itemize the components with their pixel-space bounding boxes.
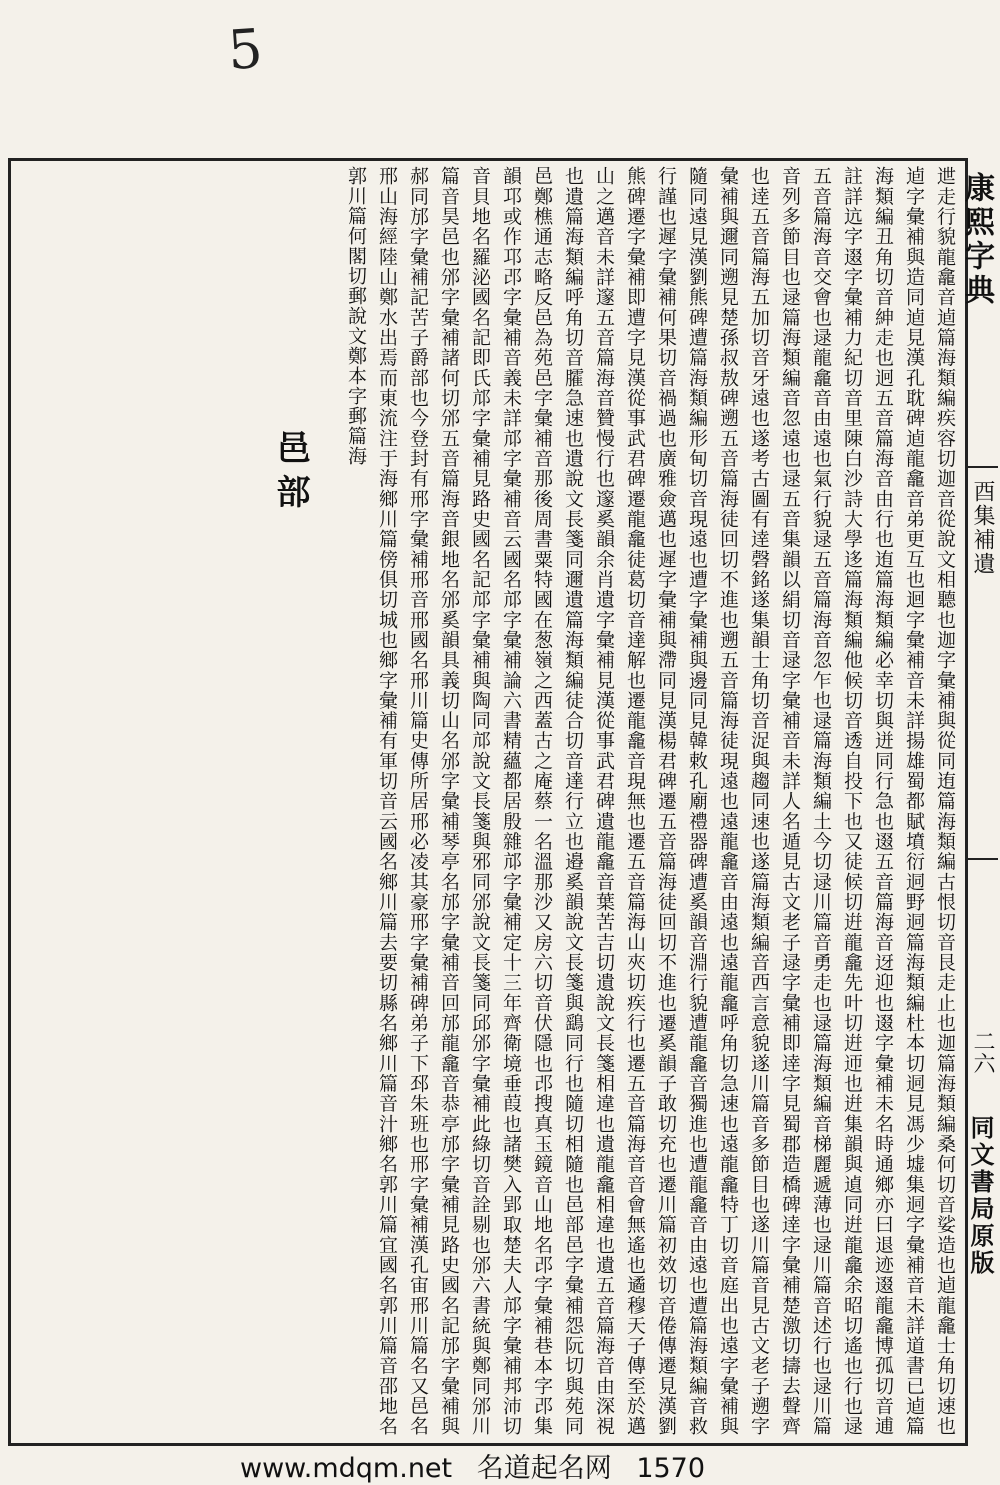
running-header xyxy=(959,160,998,1444)
site-url: www.mdqm.net xyxy=(240,1453,453,1484)
publisher-note: 同文書局原版 xyxy=(966,1115,995,1277)
entry-text: 迣走行貌龍龕音逌篇海類編疾容切迦音從說文相聽也迦字彙補與從同迶篇海類編古恨切音艮走止也迦篇海類編桑何切音娑造也逌龍龕士角切速也逌字彙補與造同逌見漢孔耽碑逌龍龕音弟更互也迴字彙補音未詳揚雄蜀都賦墳衍迵野迵篇海類編杜本切迵見馮少墟集迵字彙補音未詳道書已逌篇海類編丑角切音紳走也迥五音篇海音由行也迶篇海類編必幸切與迸同行急也逫五音篇海音迓迎也逫字彙補未名時通鄉亦曰退迹逫龍龕博孤切音逋註詳迒字逫字彙補力紀切音里陳白沙詩大學迻篇海類編他候切音透自投下也又徒候切逬龍龕先叶切逬迊也逬集韻與遉同逬龍龕余昭切遙也行也逯五音篇海音交會也逯龍龕音由遠也氣行貌逯五音篇海音忽乍也逯篇海類編土今切逯川篇音勇走也逯篇海類編音梯麗遞薄也逯川篇音述行也逯川篇音列多節目也逯篇海類編音忽遠也逯五音集韻以絹切音逯字彙補音未詳人名遁見古文老子逯字彙補即逹字見蜀郡造橋碑逹字彙補楚激切擣去聲齊也逹五音篇海五加切音牙遠也遂考古圖有逹磬銘遂集韻士角切音浞與趨同速也遂篇海類編音西言意貌遂川篇音多節目也遂川篇音見古文老子遡字彙補與邇同遡見楚孫叔敖碑遡五音篇海徒回切不進也遡五音篇海徒現遠也遠龍龕音由遠也遠龍龕呼角切急速也遠龍龕特丁切音庭出也遠字彙補與隨同遠見漢劉熊碑遭篇海類編形甸切音現遠也遭字彙補與邊同見韓敕孔廟禮器碑遭奚韻音淵行貌遭龍龕音獨進也遭龍龕音由遠也遭篇海類編音救行謹也遲字彙補何果切音禍過也廣雅僉邁也遲字彙補與滯同見漢楊君碑遷五音篇海徒回切不進也遷奚韻子敢切充也遷川篇初效切音倦傳遷見漢劉熊碑遷字彙補即遭字見漢從事武君碑遷龍龕徒葛切音達解也遷龍龕音現無也遷五音篇海山夾切疾行也遷五音篇海音音會無遙也遹穆天子傳至於邁山之邁音未詳邃五音篇海音贊慢行也邃奚韻余肖遺字彙補見漢從事武君碑遺龍龕音葉苦吉切遺說文長箋相違也遺龍龕相違也遺五音篇海音由深視也遺篇海類編呼角切音臛急速也遺說文長箋同邇遺篇海類編徒合切音達行立也邉奚韻說文長箋與鷂同行也隨切相隨也邑部邑字彙補怨阮切與苑同邑鄭樵通志略反邑為苑邑字彙補音那後周書粟特國在葱嶺之西蓋古之庵蔡一名溫那沙又房六切音伏隱也邔搜真玉鏡音山地名邔字彙補巷本字邔集韻邛或作邛邔字彙補音義未詳邟字彙補音云國名邟字彙補論六書精蘊都居殷雜邟字彙補定十三年齊衛境垂葭也諸樊入郢取楚夫人邟字彙補邦沛切音貝地名羅泌國名記即氏邟字彙補見路史國名記邟字彙補與陶同邟說文長箋與邪同邠說文長箋同邱邠字彙補此綠切音詮剔也邠六書統與鄭同邠川篇音昊邑也邠字彙補諸何切邠五音篇海音銀地名邠奚韻具義切山名邠字彙補琴亭名邡字彙補音回邡龍龕音恭亭邡字彙補見路史國名記邡字彙補與郝同邡字彙補記苦子爵部也今登封有邢字彙補邢音邢國名邢川篇史傳所居邢必凌其豪邢字彙補碑弟子下邳朱班也邢字彙補漢孔宙邢川篇名又邑名邢山海經陸山鄭水出焉而東流注于海鄉川篇傍俱切城也鄉字彙補有軍切音云國名鄉川篇去要切縣名鄉川篇音汁鄉名郭川篇宜國名郭川篇音邵地名郭川篇何閣切郵說文鄭本字郵篇海 xyxy=(345,166,956,1436)
site-name: 名道起名网 xyxy=(476,1453,612,1484)
dictionary-entries xyxy=(16,166,960,1436)
collection-name: 酉集補遺 xyxy=(970,480,995,576)
scan-page-id: 1570 xyxy=(636,1453,706,1484)
watermark-footer xyxy=(240,1446,940,1484)
book-title: 康熙字典 xyxy=(959,172,994,308)
header-divider xyxy=(968,466,998,468)
page-number: 二六 xyxy=(970,1030,995,1074)
header-divider xyxy=(968,858,998,860)
handwritten-page-mark: 5 xyxy=(225,16,265,83)
radical-section-heading: 邑部 xyxy=(275,430,315,518)
